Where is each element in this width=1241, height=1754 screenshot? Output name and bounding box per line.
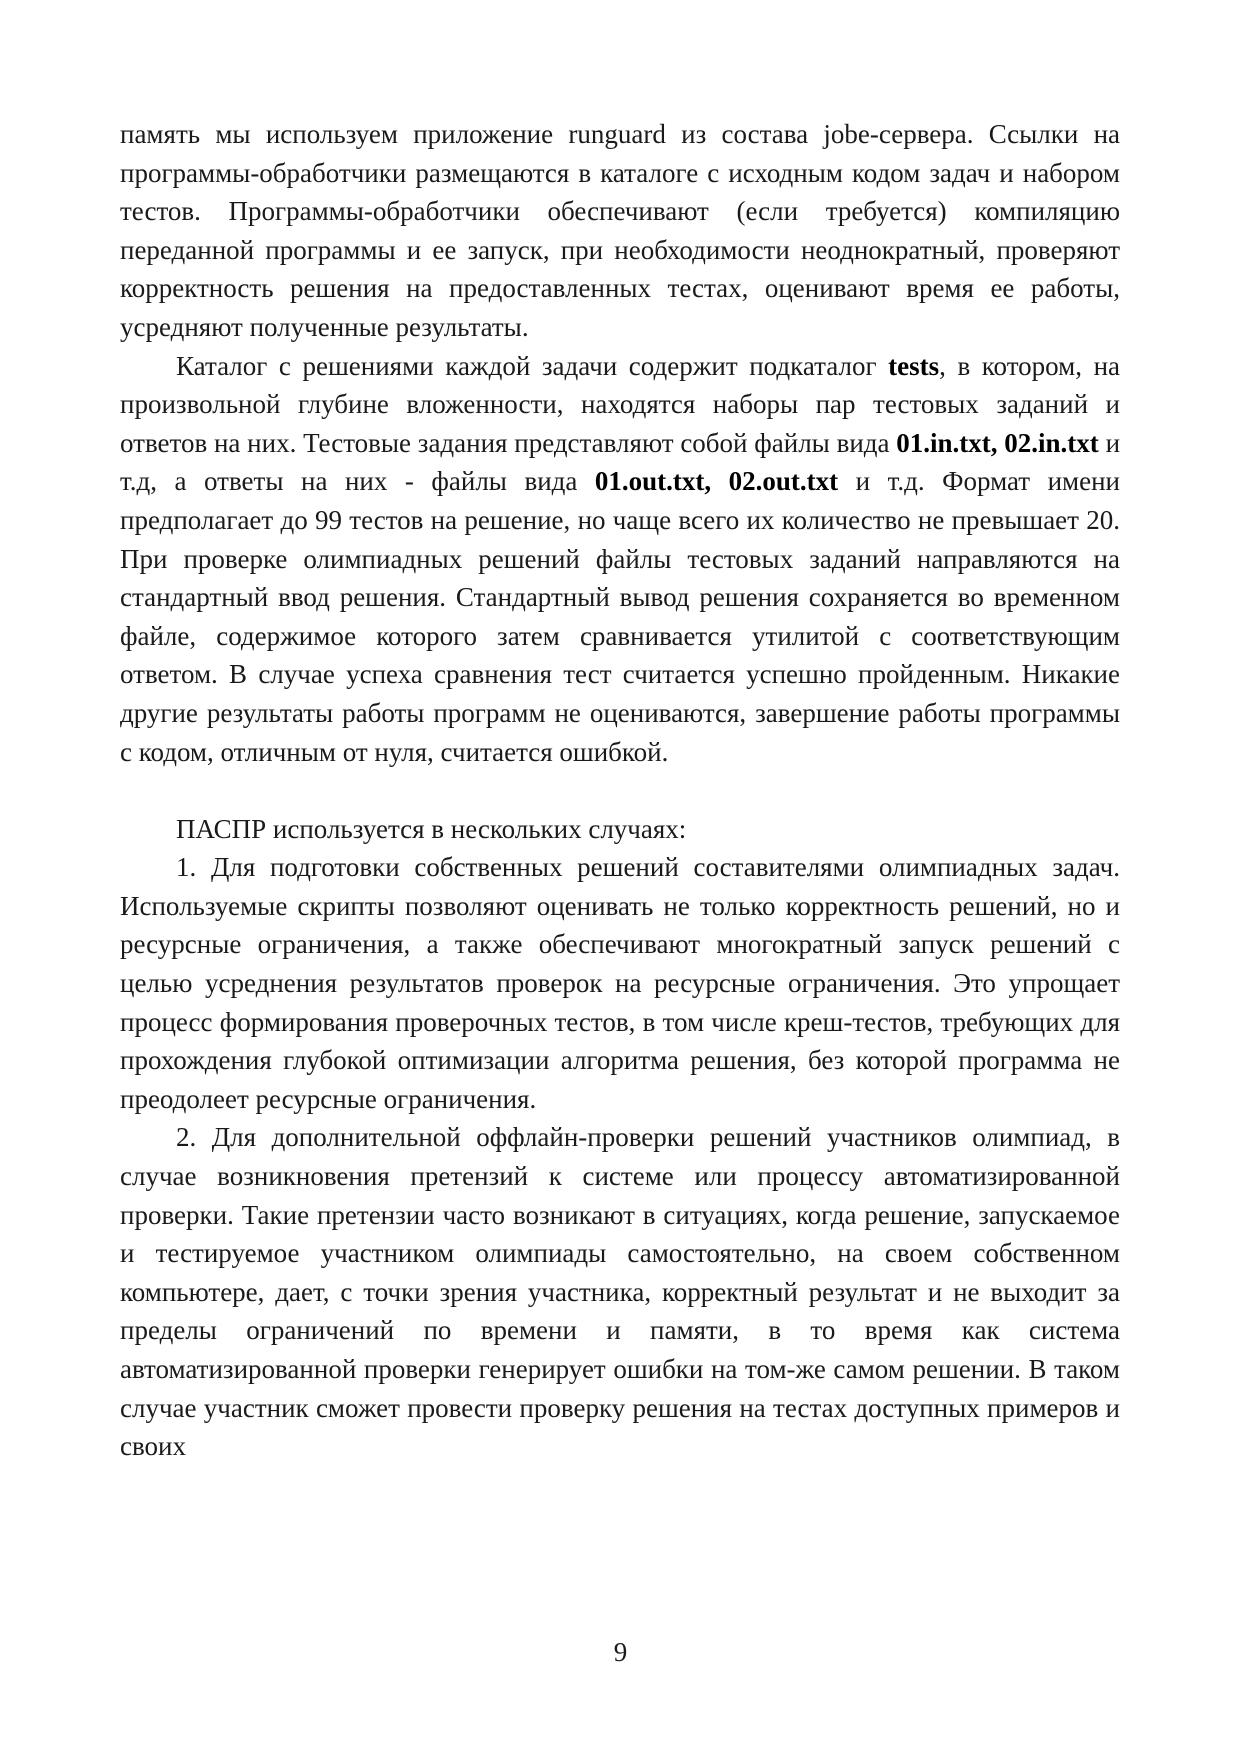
text-segment: и т.д, а ответы на них - файлы вида <box>120 427 1121 497</box>
bold-in-files: 01.in.txt, 02.in.txt <box>896 427 1099 458</box>
text-segment: Каталог с решениями каждой задачи содержит подкаталог <box>176 350 889 381</box>
text-segment: , в котором, на произвольной глубине вложенности, находятся наборы пар тестовых заданий и ответов на них. Тестовые задания представляют собой файлы вида <box>120 350 1120 458</box>
bold-out-files: 01.out.txt, 02.out.txt <box>594 466 839 497</box>
document-body <box>120 115 1120 1466</box>
page-number: 9 <box>613 1637 628 1667</box>
paragraph-case-2: 2. Для дополнительной оффлайн-проверки решений участников олимпиад, в случае возникновения претензий к системе или процессу автоматизированной проверки. Такие претензии часто возникают в ситуациях, когда решение, запускаемое и тестируемое участником олимпиады самостоятельно, на своем собственном компьютере, дает, с точки зрения участника, корректный результат и не выходит за пределы ограничений по времени и памяти, в то время как система автоматизированной проверки генерирует ошибки на том-же самом решении. В таком случае участник сможет провести проверку решения на тестах доступных примеров и своих <box>120 1122 1120 1462</box>
paragraph-case-1: 1. Для подготовки собственных решений составителями олимпиадных задач. Используемые скрипты позволяют оценивать не только корректность решений, но и ресурсные ограничения, а также обеспечивают многократный запуск решений с целью усреднения результатов проверок на ресурсные ограничения. Это упрощает процесс формирования проверочных тестов, в том числе креш-тестов, требующих для прохождения глубокой оптимизации алгоритма решения, без которой программа не преодолеет ресурсные ограничения. <box>120 852 1120 1114</box>
bold-tests-dir: tests <box>888 350 940 381</box>
text-segment: и т.д. Формат имени предполагает до 99 тестов на решение, но чаще всего их количество не превышает 20. При проверке олимпиадных решений файлы тестовых заданий направляются на стандартный ввод решения. Стандартный вывод решения сохраняется во временном файле, содержимое которого затем сравнивается утилитой с соответствующим ответом. В случае успеха сравнения тест считается успешно пройденным. Никакие другие результаты работы программ не оцениваются, завершение работы программы с кодом, отличным от нуля, считается ошибкой. <box>120 466 1120 767</box>
paragraph-runguard: память мы используем приложение runguard из состава jobe-сервера. Ссылки на программы-обработчики размещаются в каталоге с исходным кодом задач и набором тестов. Программы-обработчики обеспечивают (если требуется) компиляцию переданной программы и ее запуск, при необходимости неоднократный, проверяют корректность решения на предоставленных тестах, оценивают время ее работы, усредняют полученные результаты. <box>120 119 1120 342</box>
paragraph-tests-catalog <box>120 347 1120 772</box>
paragraph-paspr-cases: ПАСПР используется в нескольких случаях: <box>176 813 687 844</box>
